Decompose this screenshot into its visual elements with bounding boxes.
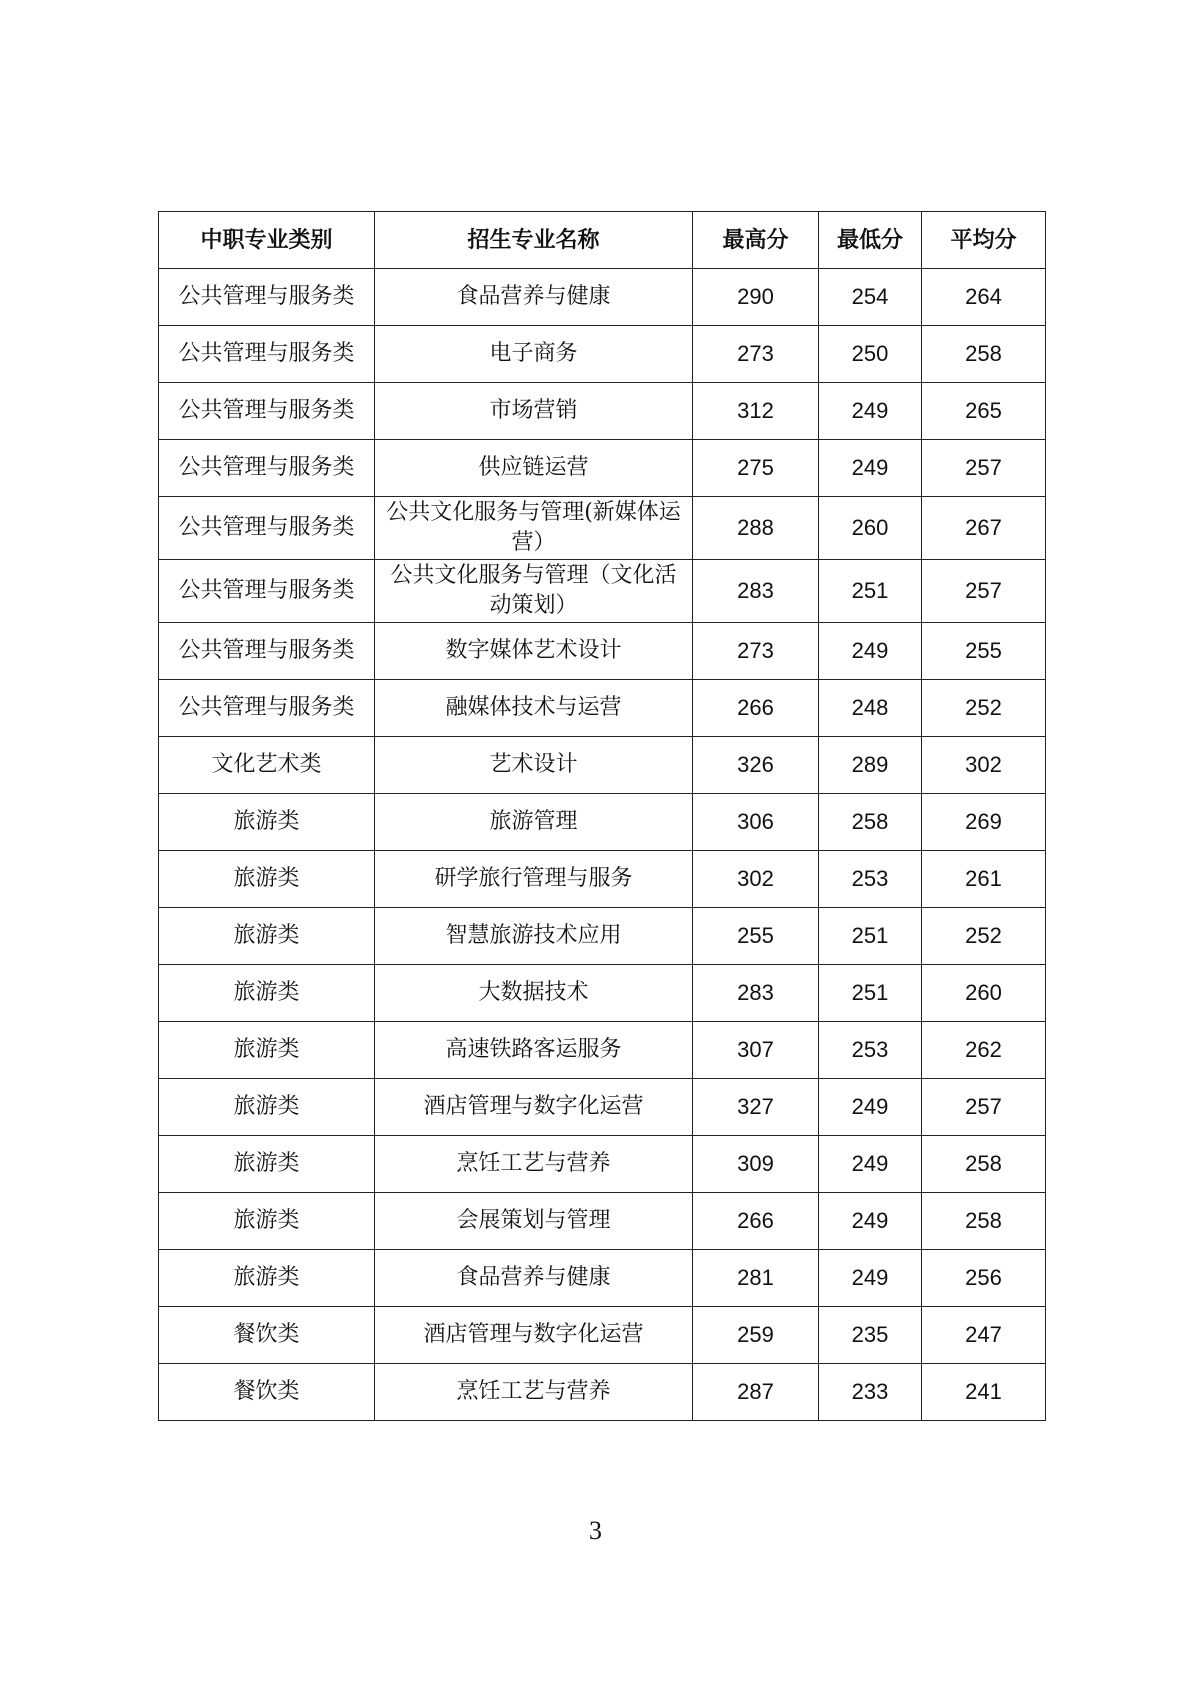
max-score-cell: 283 bbox=[693, 560, 819, 623]
header-avg: 平均分 bbox=[922, 212, 1046, 269]
category-cell: 旅游类 bbox=[159, 1022, 375, 1079]
max-score-cell: 275 bbox=[693, 440, 819, 497]
avg-score-cell: 258 bbox=[922, 1193, 1046, 1250]
max-score-cell: 287 bbox=[693, 1364, 819, 1421]
max-score-cell: 307 bbox=[693, 1022, 819, 1079]
major-cell: 市场营销 bbox=[375, 383, 693, 440]
max-score-cell: 290 bbox=[693, 269, 819, 326]
avg-score-cell: 264 bbox=[922, 269, 1046, 326]
min-score-cell: 258 bbox=[819, 794, 922, 851]
avg-score-cell: 258 bbox=[922, 1136, 1046, 1193]
table-row bbox=[159, 1022, 1046, 1079]
table-row bbox=[159, 1079, 1046, 1136]
max-score-cell: 273 bbox=[693, 326, 819, 383]
avg-score-cell: 241 bbox=[922, 1364, 1046, 1421]
avg-score-cell: 252 bbox=[922, 908, 1046, 965]
major-cell: 会展策划与管理 bbox=[375, 1193, 693, 1250]
min-score-cell: 251 bbox=[819, 560, 922, 623]
category-cell: 餐饮类 bbox=[159, 1364, 375, 1421]
table-row bbox=[159, 1307, 1046, 1364]
min-score-cell: 249 bbox=[819, 1136, 922, 1193]
min-score-cell: 249 bbox=[819, 440, 922, 497]
min-score-cell: 254 bbox=[819, 269, 922, 326]
max-score-cell: 312 bbox=[693, 383, 819, 440]
category-cell: 公共管理与服务类 bbox=[159, 560, 375, 623]
major-cell: 融媒体技术与运营 bbox=[375, 680, 693, 737]
category-cell: 旅游类 bbox=[159, 965, 375, 1022]
max-score-cell: 281 bbox=[693, 1250, 819, 1307]
max-score-cell: 273 bbox=[693, 623, 819, 680]
max-score-cell: 309 bbox=[693, 1136, 819, 1193]
avg-score-cell: 257 bbox=[922, 560, 1046, 623]
category-cell: 餐饮类 bbox=[159, 1307, 375, 1364]
avg-score-cell: 247 bbox=[922, 1307, 1046, 1364]
avg-score-cell: 269 bbox=[922, 794, 1046, 851]
max-score-cell: 259 bbox=[693, 1307, 819, 1364]
table-header-row bbox=[159, 212, 1046, 269]
category-cell: 公共管理与服务类 bbox=[159, 680, 375, 737]
min-score-cell: 260 bbox=[819, 497, 922, 560]
table-row bbox=[159, 1136, 1046, 1193]
major-cell: 食品营养与健康 bbox=[375, 1250, 693, 1307]
category-cell: 公共管理与服务类 bbox=[159, 440, 375, 497]
category-cell: 旅游类 bbox=[159, 851, 375, 908]
avg-score-cell: 255 bbox=[922, 623, 1046, 680]
avg-score-cell: 302 bbox=[922, 737, 1046, 794]
table-row bbox=[159, 383, 1046, 440]
avg-score-cell: 257 bbox=[922, 440, 1046, 497]
table-row bbox=[159, 560, 1046, 623]
avg-score-cell: 260 bbox=[922, 965, 1046, 1022]
major-cell: 酒店管理与数字化运营 bbox=[375, 1079, 693, 1136]
header-max: 最高分 bbox=[693, 212, 819, 269]
major-cell: 烹饪工艺与营养 bbox=[375, 1364, 693, 1421]
max-score-cell: 326 bbox=[693, 737, 819, 794]
major-cell: 智慧旅游技术应用 bbox=[375, 908, 693, 965]
major-cell: 烹饪工艺与营养 bbox=[375, 1136, 693, 1193]
major-cell: 大数据技术 bbox=[375, 965, 693, 1022]
avg-score-cell: 267 bbox=[922, 497, 1046, 560]
min-score-cell: 249 bbox=[819, 1250, 922, 1307]
category-cell: 公共管理与服务类 bbox=[159, 383, 375, 440]
table-row bbox=[159, 1364, 1046, 1421]
major-cell: 艺术设计 bbox=[375, 737, 693, 794]
min-score-cell: 251 bbox=[819, 908, 922, 965]
table-row bbox=[159, 497, 1046, 560]
category-cell: 公共管理与服务类 bbox=[159, 497, 375, 560]
major-cell: 公共文化服务与管理（文化活动策划） bbox=[375, 560, 693, 623]
table-row bbox=[159, 737, 1046, 794]
major-cell: 食品营养与健康 bbox=[375, 269, 693, 326]
admission-score-table bbox=[158, 211, 1046, 1421]
major-cell: 公共文化服务与管理(新媒体运营） bbox=[375, 497, 693, 560]
header-category: 中职专业类别 bbox=[159, 212, 375, 269]
table-row bbox=[159, 623, 1046, 680]
category-cell: 旅游类 bbox=[159, 1193, 375, 1250]
category-cell: 公共管理与服务类 bbox=[159, 269, 375, 326]
max-score-cell: 302 bbox=[693, 851, 819, 908]
avg-score-cell: 256 bbox=[922, 1250, 1046, 1307]
table-row bbox=[159, 965, 1046, 1022]
major-cell: 高速铁路客运服务 bbox=[375, 1022, 693, 1079]
max-score-cell: 288 bbox=[693, 497, 819, 560]
avg-score-cell: 252 bbox=[922, 680, 1046, 737]
avg-score-cell: 265 bbox=[922, 383, 1046, 440]
table-row bbox=[159, 1193, 1046, 1250]
category-cell: 文化艺术类 bbox=[159, 737, 375, 794]
min-score-cell: 235 bbox=[819, 1307, 922, 1364]
major-cell: 研学旅行管理与服务 bbox=[375, 851, 693, 908]
min-score-cell: 251 bbox=[819, 965, 922, 1022]
major-cell: 供应链运营 bbox=[375, 440, 693, 497]
max-score-cell: 327 bbox=[693, 1079, 819, 1136]
min-score-cell: 250 bbox=[819, 326, 922, 383]
major-cell: 旅游管理 bbox=[375, 794, 693, 851]
category-cell: 旅游类 bbox=[159, 1136, 375, 1193]
table-row bbox=[159, 440, 1046, 497]
page-number: 3 bbox=[589, 1516, 602, 1545]
category-cell: 旅游类 bbox=[159, 1079, 375, 1136]
header-major: 招生专业名称 bbox=[375, 212, 693, 269]
table-row bbox=[159, 851, 1046, 908]
category-cell: 旅游类 bbox=[159, 794, 375, 851]
table-row bbox=[159, 269, 1046, 326]
min-score-cell: 289 bbox=[819, 737, 922, 794]
table-row bbox=[159, 1250, 1046, 1307]
min-score-cell: 233 bbox=[819, 1364, 922, 1421]
category-cell: 旅游类 bbox=[159, 1250, 375, 1307]
category-cell: 公共管理与服务类 bbox=[159, 326, 375, 383]
header-min: 最低分 bbox=[819, 212, 922, 269]
avg-score-cell: 257 bbox=[922, 1079, 1046, 1136]
table-row bbox=[159, 908, 1046, 965]
max-score-cell: 283 bbox=[693, 965, 819, 1022]
avg-score-cell: 258 bbox=[922, 326, 1046, 383]
category-cell: 公共管理与服务类 bbox=[159, 623, 375, 680]
min-score-cell: 248 bbox=[819, 680, 922, 737]
max-score-cell: 306 bbox=[693, 794, 819, 851]
table-row bbox=[159, 326, 1046, 383]
table-row bbox=[159, 794, 1046, 851]
min-score-cell: 253 bbox=[819, 1022, 922, 1079]
min-score-cell: 249 bbox=[819, 383, 922, 440]
max-score-cell: 266 bbox=[693, 680, 819, 737]
table-row bbox=[159, 680, 1046, 737]
avg-score-cell: 262 bbox=[922, 1022, 1046, 1079]
min-score-cell: 249 bbox=[819, 1079, 922, 1136]
min-score-cell: 249 bbox=[819, 1193, 922, 1250]
min-score-cell: 249 bbox=[819, 623, 922, 680]
max-score-cell: 255 bbox=[693, 908, 819, 965]
major-cell: 电子商务 bbox=[375, 326, 693, 383]
major-cell: 酒店管理与数字化运营 bbox=[375, 1307, 693, 1364]
category-cell: 旅游类 bbox=[159, 908, 375, 965]
major-cell: 数字媒体艺术设计 bbox=[375, 623, 693, 680]
avg-score-cell: 261 bbox=[922, 851, 1046, 908]
min-score-cell: 253 bbox=[819, 851, 922, 908]
max-score-cell: 266 bbox=[693, 1193, 819, 1250]
